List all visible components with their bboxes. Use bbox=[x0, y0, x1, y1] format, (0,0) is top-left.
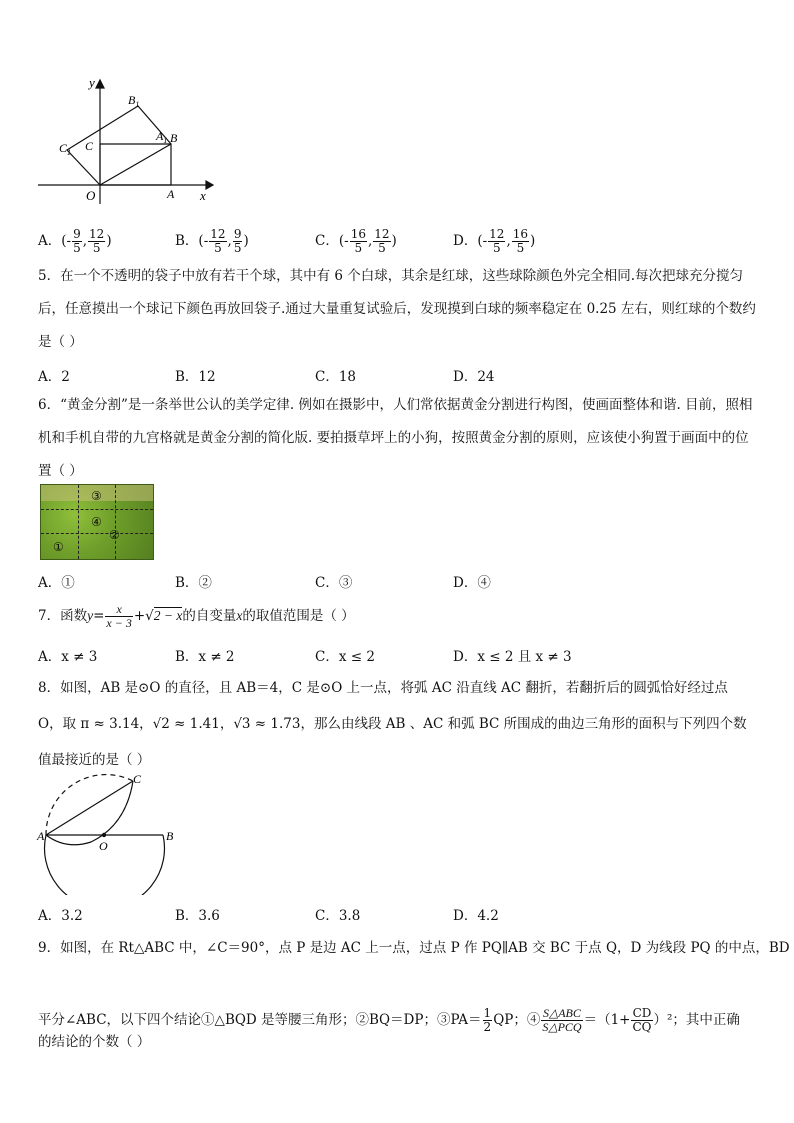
cd-cq-fraction bbox=[631, 1007, 652, 1034]
comma: , bbox=[367, 233, 373, 249]
grid-label-2: ② bbox=[109, 528, 120, 542]
grid-line bbox=[41, 509, 153, 510]
fraction bbox=[209, 228, 226, 255]
point-a-label: A bbox=[167, 187, 175, 201]
x-axis-label: x bbox=[200, 188, 206, 203]
text-fragment: ＝（1+ bbox=[583, 1012, 631, 1028]
question-9-line-1: 9．如图，在 Rt△ABC 中，∠C＝90°，点 P 是边 AC 上一点，过点 P 作 PQ∥AB 交 BC 于点 Q，D 为线段 PQ 的中点，BD bbox=[38, 940, 790, 956]
fraction bbox=[72, 228, 82, 255]
point-b-label: B bbox=[170, 131, 178, 145]
fraction bbox=[488, 228, 505, 255]
numerator: 12 bbox=[210, 227, 226, 241]
circle-fold-figure bbox=[36, 770, 186, 895]
fraction bbox=[512, 228, 529, 255]
numerator: CD bbox=[632, 1006, 652, 1020]
q4-option-c[interactable] bbox=[315, 228, 397, 255]
q8-option-c[interactable]: C．3.8 bbox=[315, 908, 361, 924]
denominator: 5 bbox=[492, 241, 501, 255]
denominator: CQ bbox=[632, 1020, 652, 1034]
close-paren: ) bbox=[106, 233, 112, 249]
q7-option-d[interactable]: D．x ≤ 2 且 x ≠ 3 bbox=[453, 649, 572, 665]
numerator: x bbox=[105, 603, 132, 617]
q6-option-d[interactable]: D．④ bbox=[453, 575, 491, 591]
grid-line bbox=[115, 485, 116, 559]
grid-label-1: ① bbox=[53, 540, 64, 554]
point-b-label: B bbox=[166, 829, 174, 843]
close-paren: ) bbox=[530, 233, 536, 249]
denominator: 5 bbox=[73, 241, 81, 255]
q4-option-d[interactable] bbox=[453, 228, 535, 255]
text-fragment: 的取值范围是（ ） bbox=[242, 608, 355, 624]
point-a1-label: $A_1$ bbox=[156, 129, 168, 145]
q6-option-b[interactable]: B．② bbox=[175, 575, 212, 591]
fraction bbox=[350, 228, 367, 255]
area-ratio-fraction bbox=[541, 1007, 582, 1034]
point-c-label: C bbox=[133, 772, 142, 786]
text-fragment: 平分∠ABC，以下四个结论①△BQD 是等腰三角形；②BQ＝DP；③PA＝ bbox=[38, 1012, 482, 1028]
question-number: 7．函数 bbox=[38, 608, 88, 624]
denominator: x − 3 bbox=[106, 616, 132, 630]
q5-option-c[interactable]: C．18 bbox=[315, 369, 357, 385]
denominator: 5 bbox=[378, 241, 386, 255]
origin-label: O bbox=[86, 188, 96, 203]
lawn-photo-grid bbox=[40, 484, 154, 560]
q8-option-d[interactable]: D．4.2 bbox=[453, 908, 499, 924]
option-letter: C． bbox=[315, 233, 339, 249]
question-8-line-1: 8．如图，AB 是⊙O 的直径，且 AB＝4，C 是⊙O 上一点，将弧 AC 沿直线 AC 翻折，若翻折后的圆弧恰好经过点 bbox=[38, 680, 728, 696]
close-paren: ) bbox=[243, 233, 249, 249]
coordinate-figure bbox=[34, 76, 214, 206]
question-7-text bbox=[38, 600, 355, 632]
numerator: 12 bbox=[374, 227, 390, 241]
q8-option-a[interactable]: A．3.2 bbox=[38, 908, 83, 924]
fraction-half bbox=[483, 1007, 493, 1034]
numerator: 9 bbox=[233, 227, 242, 241]
denominator: 5 bbox=[233, 241, 242, 255]
question-9-line-3: 的结论的个数（ ） bbox=[38, 1034, 151, 1050]
var-y: y bbox=[87, 608, 94, 623]
fraction bbox=[373, 228, 390, 255]
numerator: 9 bbox=[73, 227, 81, 241]
grid-label-3: ③ bbox=[91, 489, 102, 503]
q4-option-a[interactable] bbox=[38, 228, 112, 255]
option-letter: D． bbox=[453, 233, 478, 249]
option-letter: B． bbox=[175, 233, 199, 249]
sqrt-symbol: √ bbox=[145, 608, 154, 624]
q7-option-b[interactable]: B．x ≠ 2 bbox=[175, 649, 235, 665]
radicand: 2 − x bbox=[153, 608, 183, 623]
fraction bbox=[88, 228, 105, 255]
var-x: x bbox=[236, 608, 243, 623]
q4-option-b[interactable] bbox=[175, 228, 249, 255]
equals-sign: = bbox=[93, 608, 105, 624]
numerator: 1 bbox=[483, 1006, 492, 1020]
grid-label-4: ④ bbox=[91, 515, 102, 529]
y-axis-label: y bbox=[89, 76, 95, 90]
numerator: S△ABC bbox=[543, 1006, 581, 1020]
point-o-label: O bbox=[99, 839, 108, 853]
denominator: 2 bbox=[483, 1020, 492, 1034]
grid-line bbox=[78, 485, 79, 559]
q7-option-c[interactable]: C．x ≤ 2 bbox=[315, 649, 375, 665]
q5-option-b[interactable]: B．12 bbox=[175, 369, 216, 385]
question-6-text: 6．“黄金分割”是一条举世公认的美学定律. 例如在摄影中，人们常依据黄金分割进行构图，使画面整体和谐. 目前，照相机和手机自带的九宫格就是黄金分割的简化版. 要拍摄草坪上的小狗，按照黄金分割的原则，应该使小狗置于画面中的位置（ ） bbox=[38, 397, 753, 479]
open-paren: (- bbox=[61, 233, 72, 249]
denominator: 5 bbox=[214, 241, 222, 255]
center-point bbox=[102, 833, 106, 837]
point-c1-label: $C_1$ bbox=[59, 141, 72, 157]
text-fragment: ）²；其中正确 bbox=[653, 1012, 740, 1028]
comma: , bbox=[82, 233, 88, 249]
fraction bbox=[233, 228, 243, 255]
point-a-label: A bbox=[37, 829, 45, 843]
numerator: 16 bbox=[512, 227, 529, 241]
text-fragment: QP；④ bbox=[493, 1012, 541, 1028]
comma: , bbox=[506, 233, 511, 249]
q5-option-d[interactable]: D．24 bbox=[453, 369, 495, 385]
q7-option-a[interactable]: A．x ≠ 3 bbox=[38, 649, 98, 665]
denominator: S△PCQ bbox=[542, 1020, 582, 1034]
q8-option-b[interactable]: B．3.6 bbox=[175, 908, 220, 924]
denominator: 5 bbox=[92, 241, 101, 255]
question-8-line-3: 值最接近的是（ ） bbox=[38, 752, 151, 768]
question-5-text: 5．在一个不透明的袋子中放有若干个球，其中有 6 个白球，其余是红球，这些球除颜色外完全相同.每次把球充分搅匀后，任意摸出一个球记下颜色再放回袋子.通过大量重复试验后，发现摸到白球的频率稳定在 0.25 左右，则红球的个数约是（ ） bbox=[38, 268, 756, 350]
close-paren: ) bbox=[391, 233, 397, 249]
q5-option-a[interactable]: A．2 bbox=[38, 369, 70, 385]
text-fragment: 的自变量 bbox=[182, 608, 237, 624]
fraction bbox=[105, 603, 132, 630]
q6-option-a[interactable]: A．① bbox=[38, 575, 75, 591]
denominator: 5 bbox=[354, 241, 363, 255]
point-b1-label: $B_1$ bbox=[128, 93, 140, 109]
numerator: 16 bbox=[350, 227, 366, 241]
open-paren: (- bbox=[338, 233, 349, 249]
grid-line bbox=[41, 533, 153, 534]
numerator: 12 bbox=[489, 227, 505, 241]
open-paren: (- bbox=[477, 233, 488, 249]
option-letter: A． bbox=[38, 233, 62, 249]
point-c-label: C bbox=[85, 139, 94, 153]
q6-option-c[interactable]: C．③ bbox=[315, 575, 353, 591]
comma: , bbox=[227, 233, 232, 249]
plus-sign: + bbox=[133, 608, 146, 624]
question-8-line-2: O，取 π ≈ 3.14，√2 ≈ 1.41，√3 ≈ 1.73，那么由线段 AB 、AC 和弧 BC 所围成的曲边三角形的面积与下列四个数 bbox=[38, 716, 747, 732]
denominator: 5 bbox=[516, 241, 525, 255]
open-paren: (- bbox=[198, 233, 209, 249]
numerator: 12 bbox=[89, 227, 105, 241]
